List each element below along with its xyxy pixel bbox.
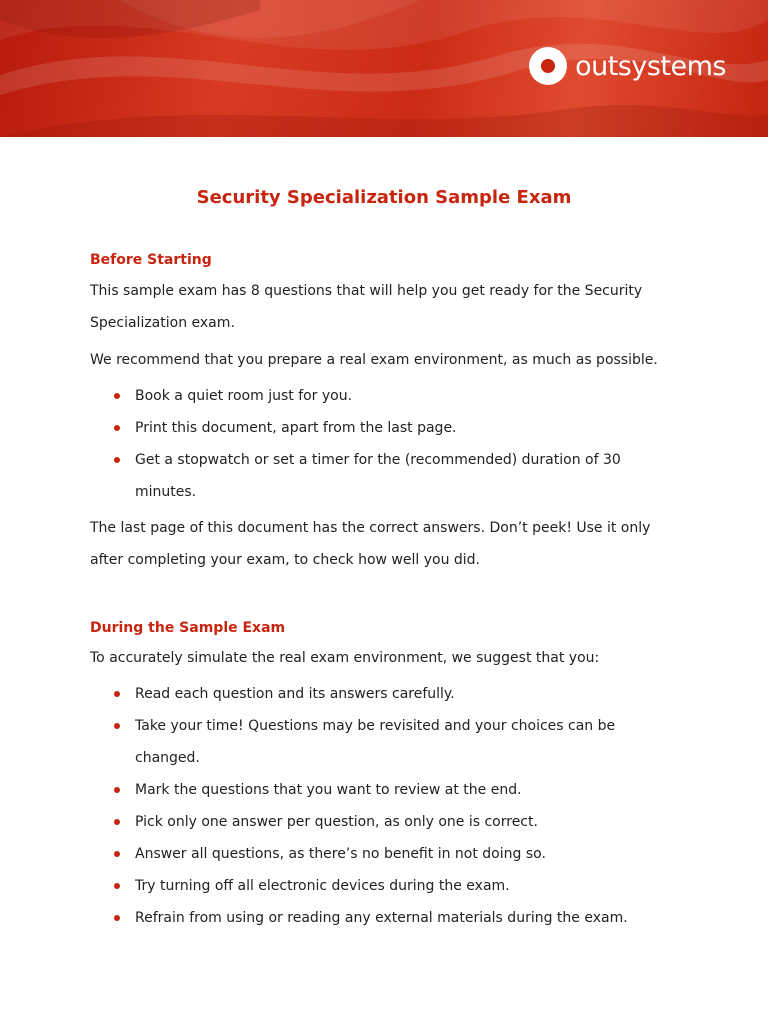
during-intro-paragraph: To accurately simulate the real exam environment, we suggest that you: xyxy=(90,650,600,666)
logo-mark-icon xyxy=(529,47,567,85)
page-title: Security Specialization Sample Exam xyxy=(196,187,572,208)
list-item: Try turning off all electronic devices during the exam. xyxy=(135,870,635,902)
before-intro-paragraph: This sample exam has 8 questions that will help you get ready for the Security Specialization exam. xyxy=(90,283,643,331)
before-recommend-paragraph: We recommend that you prepare a real exam environment, as much as possible. xyxy=(90,352,658,368)
logo-text: outsystems xyxy=(575,50,726,82)
document-body xyxy=(90,184,690,934)
list-item: Mark the questions that you want to review at the end. xyxy=(135,774,635,806)
list-item: Pick only one answer per question, as only one is correct. xyxy=(135,806,635,838)
list-item: Get a stopwatch or set a timer for the (recommended) duration of 30 minutes. xyxy=(135,444,655,508)
before-last-page-paragraph: The last page of this document has the correct answers. Don’t peek! Use it only after completing your exam, to check how well you did. xyxy=(90,520,651,568)
list-item: Refrain from using or reading any external materials during the exam. xyxy=(135,902,635,934)
list-item: Book a quiet room just for you. xyxy=(135,380,655,412)
list-item: Answer all questions, as there’s no benefit in not doing so. xyxy=(135,838,635,870)
section-heading-before-starting: Before Starting xyxy=(90,252,212,268)
header-banner xyxy=(0,0,768,137)
outsystems-logo xyxy=(529,47,726,85)
list-item: Take your time! Questions may be revisited and your choices can be changed. xyxy=(135,710,635,774)
list-item: Read each question and its answers carefully. xyxy=(135,678,635,710)
section-heading-during-exam: During the Sample Exam xyxy=(90,620,286,636)
before-bullet-list xyxy=(90,380,655,508)
during-bullet-list xyxy=(90,678,635,934)
list-item: Print this document, apart from the last page. xyxy=(135,412,655,444)
